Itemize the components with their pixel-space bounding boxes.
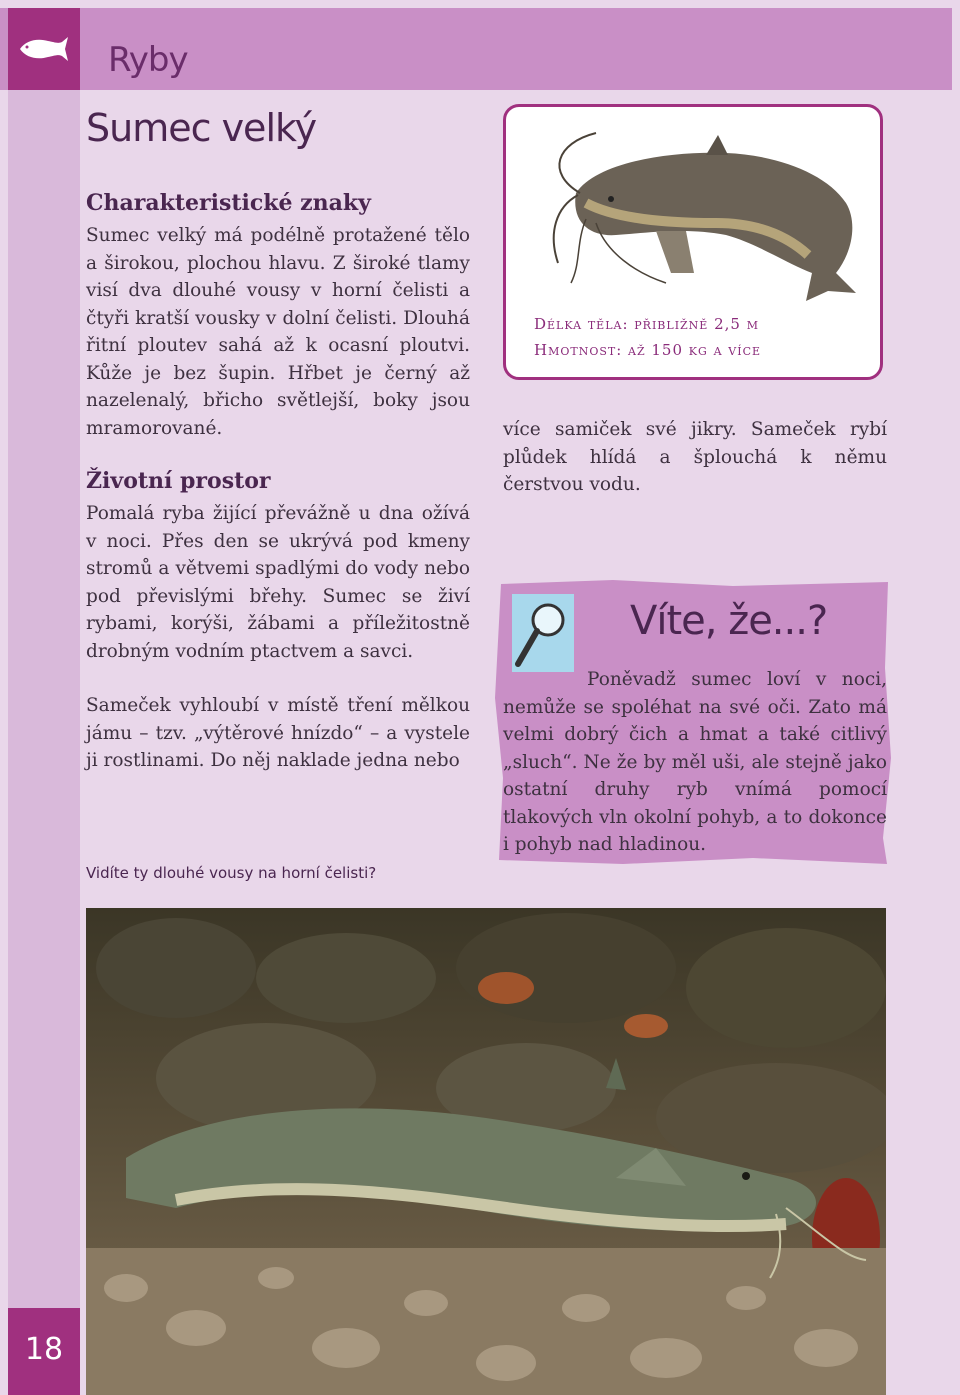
magnifier-icon <box>512 594 574 672</box>
fish-icon <box>18 34 70 64</box>
page-number-box <box>8 1308 80 1395</box>
photo-caption: Vidíte ty dlouhé vousy na horní čelisti? <box>86 864 377 882</box>
left-margin-bar <box>8 90 80 1308</box>
habitat-text-3: více samiček své jikry. Sameček rybí plůdek hlídá a šplouchá k němu čerstvou vodu. <box>503 419 887 495</box>
page-number: 18 <box>24 1332 64 1367</box>
habitat-text-2: Sameček vyhloubí v místě tření mělkou jámu – tzv. „výtěrové hnízdo“ – a vystele ji rostlinami. Do něj naklade jedna nebo <box>86 695 470 771</box>
heading-habitat: Životní prostor <box>86 468 271 494</box>
tip-text: Poněvadž sumec loví v noci, nemůže se spoléhat na své oči. Zato má velmi dobrý čich a hmat a také citlivý „sluch“. Ne že by měl uši, ale stejně jako ostatní druhy ryb vnímá pomocí tlakových vln okolní pohyb, a to dokonce i pohyb nad hladinou. <box>503 669 887 855</box>
tip-title: Víte, že...? <box>630 598 828 644</box>
habitat-text-1: Pomalá ryba žijící převážně u dna ožívá v noci. Přes den se ukrývá pod kmeny stromů a větvemi spadlými do vody nebo pod převislými břehy. Sumec se živí rybami, korýši, žábami a příležitostně drobným vodním ptactvem a savci. <box>86 503 470 662</box>
catfish-photo <box>86 908 886 1395</box>
header-icon-box <box>8 8 80 90</box>
characteristics-text: Sumec velký má podélně protažené tělo a širokou, plochou hlavu. Z široké tlamy visí dva dlouhé vousy v horní čelisti a čtyři kratší vousky v dolní čelisti. Dlouhá řitní ploutev sahá až k ocasní ploutvi. Kůže je bez šupin. Hřbet je černý až nazelenalý, břicho světlejší, boky jsou mramorované. <box>86 225 470 439</box>
page-title: Sumec velký <box>86 106 317 150</box>
magnifier-box <box>512 594 574 672</box>
section-title: Ryby <box>108 40 188 80</box>
info-card <box>503 104 883 380</box>
catfish-illustration <box>536 123 866 303</box>
spec-length: Délka těla: přibližně 2,5 m <box>534 315 759 333</box>
heading-characteristics: Charakteristické znaky <box>86 190 371 216</box>
spec-weight: Hmotnost: až 150 kg a více <box>534 341 762 359</box>
